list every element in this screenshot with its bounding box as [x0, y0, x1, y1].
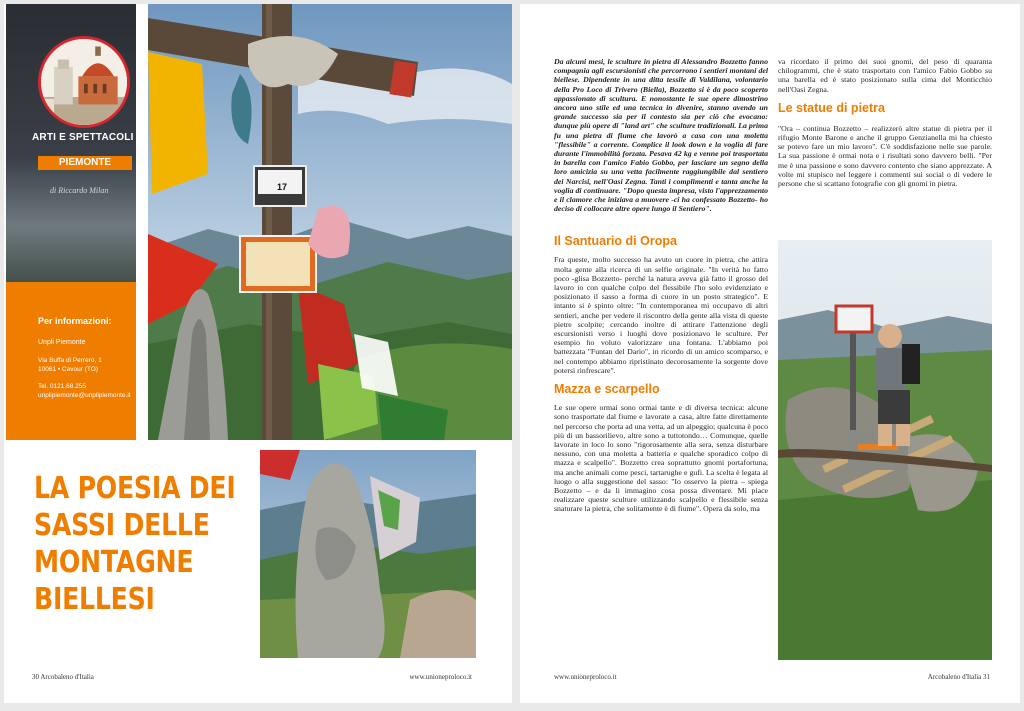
photo-carved-stone: [260, 450, 476, 658]
subheading-statue: Le statue di pietra: [778, 100, 885, 115]
footer-website: www.unioneproloco.it: [554, 673, 617, 681]
region-badge: PIEMONTE: [38, 156, 132, 170]
headline-line-4: BIELLESI: [34, 582, 155, 617]
info-email: unplipiemonte@unplipiemonte.it: [38, 392, 131, 399]
photo-hiker-with-gnome: [778, 240, 992, 660]
column-2-continuation: va ricordato il primo dei suoi gnomi, del peso di quaranta chilogrammi, che è stato trasportato con l'amico Fabio Gobbo su una barella ed è stato posizionato sulla cima del Monticchio nell'Oasi Zegna.: [778, 57, 992, 94]
info-organization: Unpli Piemonte: [38, 339, 86, 346]
article-headline: [34, 470, 236, 618]
info-telephone: Tel. 0121.68.255: [38, 383, 87, 390]
headline-line-3: MONTAGNE: [34, 545, 194, 580]
right-page: [520, 4, 1020, 703]
info-title: Per informazioni:: [38, 316, 112, 326]
text-column-1: [554, 57, 768, 514]
footer-website: www.unioneproloco.it: [409, 673, 472, 681]
section-logo: [38, 36, 130, 128]
subheading-mazza: Mazza e scarpello: [554, 382, 660, 397]
section-statue-body: "Ora – continua Bozzetto – realizzerò altre statue di pietra per il rifugio Monte Barone e anche il gruppo Genzianella mi ha chiesto se potevo fare un mio lavoro". C'è soddisfazione nelle sue parole. La sua passione è ormai nota e i risultati sono davvero belli. "Per me è una passione e sono davvero contento che siano apprezzate. A volte mi stupisco nel leggere i commenti sui social o di vedere le persone che si scattano fotografie con gli gnomi in pietra.: [778, 123, 992, 189]
info-box: [6, 282, 136, 440]
cathedral-icon: [41, 39, 127, 125]
section-label: ARTI E SPETTACOLI: [32, 132, 134, 143]
footer-page-number: Arcobaleno d'Italia 31: [927, 673, 990, 681]
section-mazza-body: Le sue opere ormai sono ormai tante e di diversa tecnica: alcune sono trasportate dal fiume e lavorate a casa, altre fatte direttamente nel percorso che porta ad una vetta, ad un alpeggio; qualcuna è poco più di un bassorilievo, altre sono a tuttotondo… Comunque, quelle lavorate in loco lo sono "rigorosamente alla sera, senza disturbare nessuno, con una moletta a batteria e qualche sporadico colpo di mazza e scalpello". Bozzetto crea soprattutto gnomi portafortuna, ma anche animali come pesci, tartarughe e gufi. La scelta è legata al luogo o alla suggestione del sasso: "Io osservo la pietra – spiega Bozzetto – e da li immagino cosa possa diventare. Mi piace realizzare queste sculture utilizzando scalpello e flessibile senza snaturare la pietra, che solitamente è di fiume". Opera da solo, ma: [554, 403, 768, 514]
info-address-line1: Via Buffa di Perrero, 1: [38, 357, 102, 364]
headline-line-1: LA POESIA DEI: [34, 471, 236, 506]
article-intro: Da alcuni mesi, le sculture in pietra di Alessandro Bozzetto fanno compagnia agli escursionisti che percorrono i sentieri montani del biellese. Dipendente in una ditta tessile di Valdilana, volontario della Pro Loco di Trivero (Biella), Bozzetto si è da poco scoperto appassionato di scultura. E nonostante le sue opere dimostrino ancora uno stile ed una tecnica in divenire, stanno avendo un grande successo sia per il contesto sia per ciò che evocano: dunque più opere di "land art" che sculture tradizionali. La prima fu una pietra di fiume che lavorò a casa con una moletta "flessibile" a corrente. Complice il look down e la voglia di fare durante l'immobilità forzata. Pesava 42 kg e venne poi trasportata in barella con l'amico Fabio Gobbo, per lasciare un segno della loro amicizia su una vetta facilmente raggiungibile dal sentiero dei Narcisi, nell'Oasi Zegna. Tanti i complimenti e tanta anche la voglia di continuare. "Dopo questa impresa, visto l'apprezzamento e il clamore che iniziava a muovere -ci ha confessato Bozzetto- ho deciso di collocare altre opere lungo il Sentiero".: [554, 57, 768, 214]
text-column-2: [778, 57, 992, 188]
headline-line-2: SASSI DELLE: [34, 508, 210, 543]
footer-page-number: 30 Arcobaleno d'Italia: [32, 673, 94, 681]
info-address-line2: 10061 • Cavour (TO): [38, 366, 98, 373]
left-page: [4, 4, 512, 703]
side-panel: [6, 4, 136, 440]
trail-sign-number: 17: [276, 182, 287, 192]
section-santuario-body: Fra queste, molto successo ha avuto un cuore in pietra, che attira molta gente alla ricerca di un selfie originale. "In verità ho fatto poco -glisa Bozzetto- perché la natura aveva già fatto il grosso del lavoro io con qualche colpo del flessibile l'ho solo evidenziato e posizionato il sasso a forma di cuore in un posto strategico". E intanto si è spinto oltre: "In contemporanea mi occupavo di altri sentieri, anche per vedere il riscontro della gente alla vista di queste pietre scolpite; cercando inoltre di attirare l'attenzione degli escursionisti verso i luoghi dove posizionavo le sculture. Per esempio ho voluto valorizzare una fontana. L'abbiamo poi battezzata "Funtan del Dario", in ricordo di un amico scomparso, e nel contempo abbiamo ripristinato decorosamente la sorgente dove potersi rinfrescare".: [554, 255, 768, 375]
subheading-santuario: Il Santuario di Oropa: [554, 234, 677, 249]
photo-summit-cross: [148, 4, 512, 440]
author-byline: di Riccardo Milan: [50, 186, 109, 195]
